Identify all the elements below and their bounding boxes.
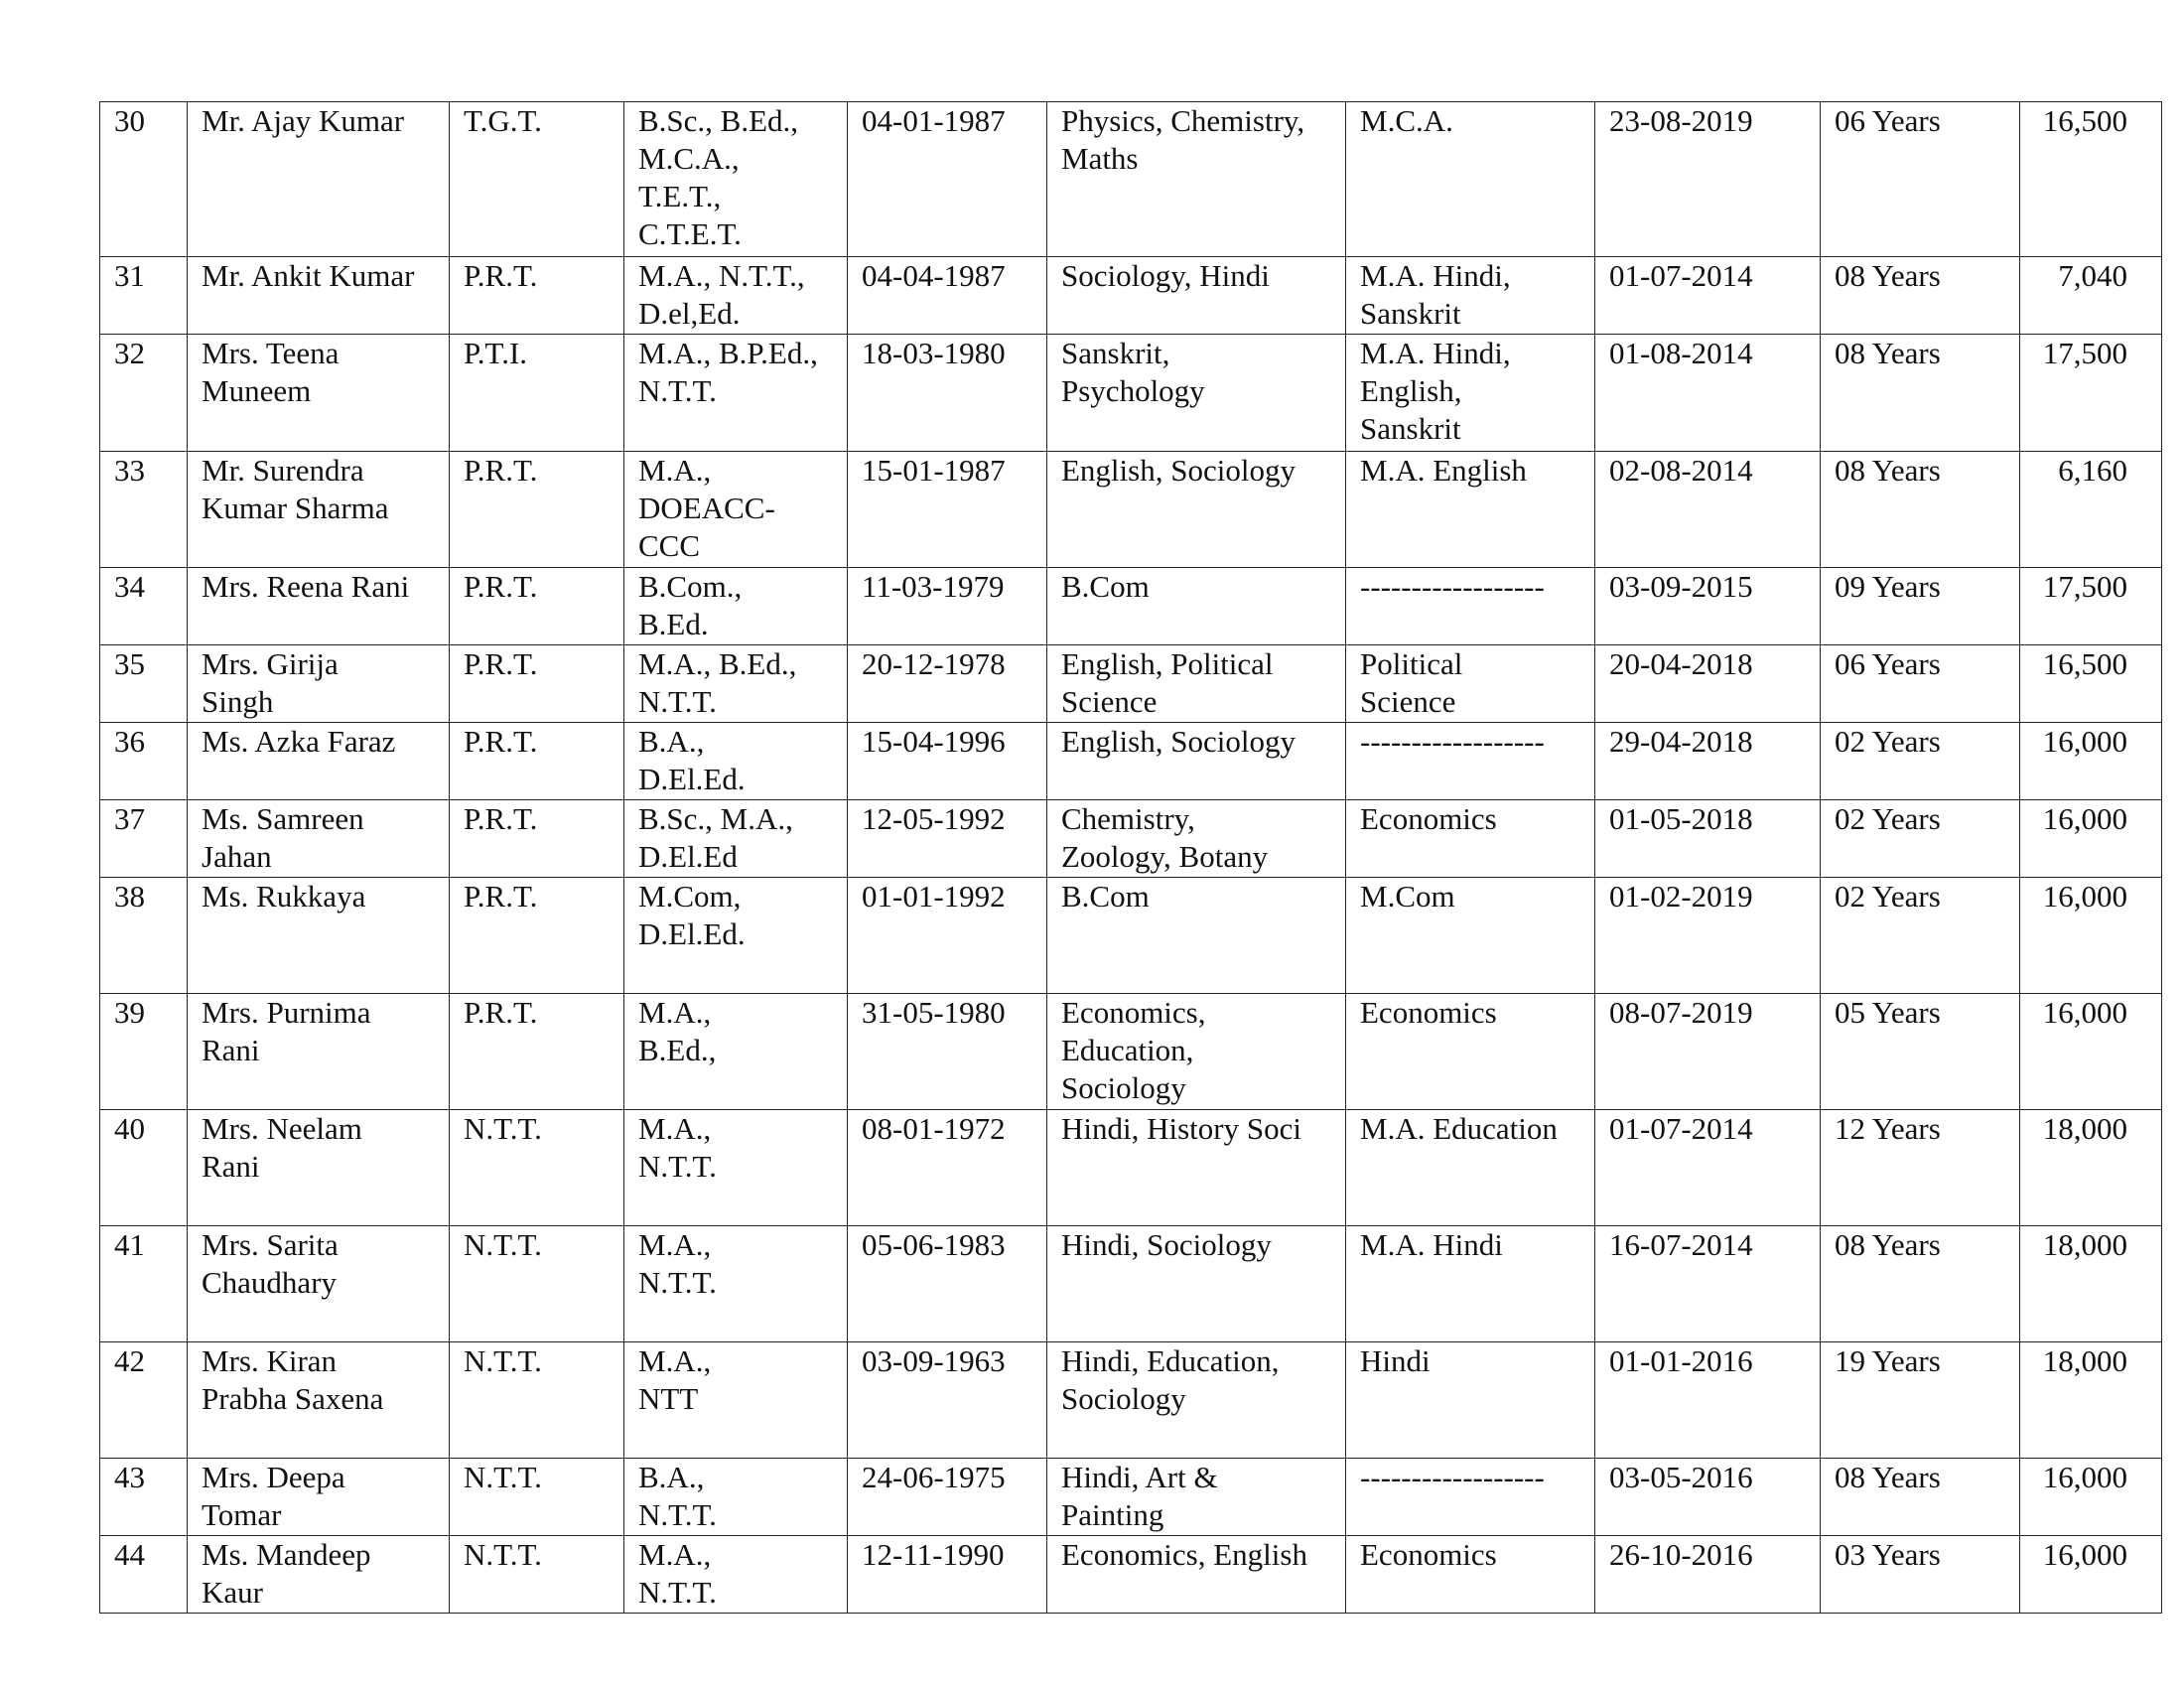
salary-cell: 16,000 bbox=[2020, 800, 2162, 878]
serial-number-cell: 34 bbox=[100, 568, 188, 645]
specialization-cell: Political Science bbox=[1346, 645, 1595, 723]
date-of-birth-cell: 18-03-1980 bbox=[848, 335, 1047, 452]
salary-cell: 18,000 bbox=[2020, 1110, 2162, 1226]
post-cell: N.T.T. bbox=[450, 1459, 624, 1536]
subjects-cell: Hindi, Art & Painting bbox=[1047, 1459, 1346, 1536]
post-cell: P.T.I. bbox=[450, 335, 624, 452]
teacher-name-cell: Mrs. Reena Rani bbox=[188, 568, 450, 645]
table-row bbox=[100, 102, 2162, 257]
salary-cell: 16,500 bbox=[2020, 645, 2162, 723]
date-of-joining-cell: 23-08-2019 bbox=[1595, 102, 1821, 257]
teacher-name-cell: Mrs. Purnima Rani bbox=[188, 994, 450, 1110]
specialization-cell: M.A. Hindi, Sanskrit bbox=[1346, 257, 1595, 335]
table-row bbox=[100, 568, 2162, 645]
teacher-name-cell: Mrs. Girija Singh bbox=[188, 645, 450, 723]
salary-cell: 7,040 bbox=[2020, 257, 2162, 335]
table-row bbox=[100, 878, 2162, 994]
staff-table bbox=[99, 101, 2162, 1614]
salary-cell: 17,500 bbox=[2020, 335, 2162, 452]
date-of-joining-cell: 01-05-2018 bbox=[1595, 800, 1821, 878]
table-row bbox=[100, 1536, 2162, 1614]
post-cell: N.T.T. bbox=[450, 1226, 624, 1342]
experience-cell: 06 Years bbox=[1821, 102, 2020, 257]
qualification-cell: M.A., N.T.T., D.el,Ed. bbox=[624, 257, 848, 335]
specialization-cell: M.A. English bbox=[1346, 452, 1595, 568]
post-cell: N.T.T. bbox=[450, 1536, 624, 1614]
post-cell: P.R.T. bbox=[450, 452, 624, 568]
salary-cell: 16,000 bbox=[2020, 994, 2162, 1110]
serial-number-cell: 36 bbox=[100, 723, 188, 800]
post-cell: P.R.T. bbox=[450, 257, 624, 335]
serial-number-cell: 41 bbox=[100, 1226, 188, 1342]
date-of-joining-cell: 01-01-2016 bbox=[1595, 1342, 1821, 1459]
post-cell: N.T.T. bbox=[450, 1342, 624, 1459]
table-row bbox=[100, 1110, 2162, 1226]
date-of-joining-cell: 01-07-2014 bbox=[1595, 257, 1821, 335]
serial-number-cell: 35 bbox=[100, 645, 188, 723]
date-of-joining-cell: 20-04-2018 bbox=[1595, 645, 1821, 723]
subjects-cell: Sociology, Hindi bbox=[1047, 257, 1346, 335]
post-cell: P.R.T. bbox=[450, 994, 624, 1110]
date-of-birth-cell: 04-04-1987 bbox=[848, 257, 1047, 335]
specialization-cell: Economics bbox=[1346, 800, 1595, 878]
serial-number-cell: 37 bbox=[100, 800, 188, 878]
subjects-cell: Economics, Education, Sociology bbox=[1047, 994, 1346, 1110]
teacher-name-cell: Mrs. Neelam Rani bbox=[188, 1110, 450, 1226]
subjects-cell: Economics, English bbox=[1047, 1536, 1346, 1614]
serial-number-cell: 42 bbox=[100, 1342, 188, 1459]
table-row bbox=[100, 1342, 2162, 1459]
qualification-cell: B.A., D.El.Ed. bbox=[624, 723, 848, 800]
subjects-cell: B.Com bbox=[1047, 878, 1346, 994]
subjects-cell: Hindi, History Soci bbox=[1047, 1110, 1346, 1226]
salary-cell: 16,000 bbox=[2020, 1459, 2162, 1536]
date-of-birth-cell: 03-09-1963 bbox=[848, 1342, 1047, 1459]
qualification-cell: M.A., B.Ed., bbox=[624, 994, 848, 1110]
specialization-cell: ------------------ bbox=[1346, 568, 1595, 645]
date-of-joining-cell: 01-02-2019 bbox=[1595, 878, 1821, 994]
table-row bbox=[100, 257, 2162, 335]
table-row bbox=[100, 800, 2162, 878]
teacher-name-cell: Mrs. Kiran Prabha Saxena bbox=[188, 1342, 450, 1459]
salary-cell: 16,000 bbox=[2020, 1536, 2162, 1614]
subjects-cell: Sanskrit, Psychology bbox=[1047, 335, 1346, 452]
qualification-cell: B.Sc., M.A., D.El.Ed bbox=[624, 800, 848, 878]
date-of-birth-cell: 12-11-1990 bbox=[848, 1536, 1047, 1614]
qualification-cell: M.A., B.Ed., N.T.T. bbox=[624, 645, 848, 723]
date-of-joining-cell: 26-10-2016 bbox=[1595, 1536, 1821, 1614]
post-cell: T.G.T. bbox=[450, 102, 624, 257]
salary-cell: 17,500 bbox=[2020, 568, 2162, 645]
table-row bbox=[100, 723, 2162, 800]
salary-cell: 16,500 bbox=[2020, 102, 2162, 257]
teacher-name-cell: Ms. Samreen Jahan bbox=[188, 800, 450, 878]
experience-cell: 08 Years bbox=[1821, 1226, 2020, 1342]
teacher-name-cell: Mrs. Sarita Chaudhary bbox=[188, 1226, 450, 1342]
qualification-cell: M.A., B.P.Ed., N.T.T. bbox=[624, 335, 848, 452]
table-row bbox=[100, 645, 2162, 723]
date-of-birth-cell: 24-06-1975 bbox=[848, 1459, 1047, 1536]
date-of-joining-cell: 16-07-2014 bbox=[1595, 1226, 1821, 1342]
subjects-cell: Chemistry, Zoology, Botany bbox=[1047, 800, 1346, 878]
qualification-cell: M.A., N.T.T. bbox=[624, 1110, 848, 1226]
date-of-birth-cell: 05-06-1983 bbox=[848, 1226, 1047, 1342]
experience-cell: 08 Years bbox=[1821, 335, 2020, 452]
serial-number-cell: 38 bbox=[100, 878, 188, 994]
salary-cell: 6,160 bbox=[2020, 452, 2162, 568]
qualification-cell: B.A., N.T.T. bbox=[624, 1459, 848, 1536]
qualification-cell: M.A., N.T.T. bbox=[624, 1226, 848, 1342]
experience-cell: 03 Years bbox=[1821, 1536, 2020, 1614]
qualification-cell: M.A., NTT bbox=[624, 1342, 848, 1459]
teacher-name-cell: Mr. Ajay Kumar bbox=[188, 102, 450, 257]
teacher-name-cell: Ms. Rukkaya bbox=[188, 878, 450, 994]
post-cell: P.R.T. bbox=[450, 568, 624, 645]
experience-cell: 08 Years bbox=[1821, 257, 2020, 335]
specialization-cell: M.A. Hindi, English, Sanskrit bbox=[1346, 335, 1595, 452]
salary-cell: 16,000 bbox=[2020, 878, 2162, 994]
date-of-birth-cell: 31-05-1980 bbox=[848, 994, 1047, 1110]
teacher-name-cell: Mrs. Teena Muneem bbox=[188, 335, 450, 452]
date-of-birth-cell: 08-01-1972 bbox=[848, 1110, 1047, 1226]
serial-number-cell: 43 bbox=[100, 1459, 188, 1536]
staff-table-body bbox=[100, 102, 2162, 1614]
table-row bbox=[100, 1226, 2162, 1342]
table-row bbox=[100, 994, 2162, 1110]
date-of-birth-cell: 20-12-1978 bbox=[848, 645, 1047, 723]
specialization-cell: Hindi bbox=[1346, 1342, 1595, 1459]
serial-number-cell: 31 bbox=[100, 257, 188, 335]
date-of-joining-cell: 03-09-2015 bbox=[1595, 568, 1821, 645]
teacher-name-cell: Mr. Ankit Kumar bbox=[188, 257, 450, 335]
experience-cell: 08 Years bbox=[1821, 1459, 2020, 1536]
serial-number-cell: 44 bbox=[100, 1536, 188, 1614]
post-cell: P.R.T. bbox=[450, 878, 624, 994]
post-cell: P.R.T. bbox=[450, 800, 624, 878]
teacher-name-cell: Ms. Mandeep Kaur bbox=[188, 1536, 450, 1614]
serial-number-cell: 33 bbox=[100, 452, 188, 568]
specialization-cell: Economics bbox=[1346, 1536, 1595, 1614]
subjects-cell: English, Sociology bbox=[1047, 723, 1346, 800]
experience-cell: 02 Years bbox=[1821, 723, 2020, 800]
date-of-joining-cell: 01-07-2014 bbox=[1595, 1110, 1821, 1226]
serial-number-cell: 40 bbox=[100, 1110, 188, 1226]
post-cell: P.R.T. bbox=[450, 723, 624, 800]
experience-cell: 09 Years bbox=[1821, 568, 2020, 645]
specialization-cell: M.Com bbox=[1346, 878, 1595, 994]
date-of-birth-cell: 04-01-1987 bbox=[848, 102, 1047, 257]
experience-cell: 06 Years bbox=[1821, 645, 2020, 723]
salary-cell: 18,000 bbox=[2020, 1226, 2162, 1342]
date-of-joining-cell: 01-08-2014 bbox=[1595, 335, 1821, 452]
specialization-cell: M.C.A. bbox=[1346, 102, 1595, 257]
experience-cell: 19 Years bbox=[1821, 1342, 2020, 1459]
salary-cell: 16,000 bbox=[2020, 723, 2162, 800]
date-of-birth-cell: 15-01-1987 bbox=[848, 452, 1047, 568]
experience-cell: 02 Years bbox=[1821, 800, 2020, 878]
date-of-joining-cell: 02-08-2014 bbox=[1595, 452, 1821, 568]
specialization-cell: M.A. Hindi bbox=[1346, 1226, 1595, 1342]
teacher-name-cell: Mrs. Deepa Tomar bbox=[188, 1459, 450, 1536]
salary-cell: 18,000 bbox=[2020, 1342, 2162, 1459]
qualification-cell: M.Com, D.El.Ed. bbox=[624, 878, 848, 994]
qualification-cell: B.Sc., B.Ed., M.C.A., T.E.T., C.T.E.T. bbox=[624, 102, 848, 257]
subjects-cell: B.Com bbox=[1047, 568, 1346, 645]
date-of-joining-cell: 08-07-2019 bbox=[1595, 994, 1821, 1110]
qualification-cell: M.A., N.T.T. bbox=[624, 1536, 848, 1614]
subjects-cell: Physics, Chemistry, Maths bbox=[1047, 102, 1346, 257]
subjects-cell: English, Sociology bbox=[1047, 452, 1346, 568]
serial-number-cell: 32 bbox=[100, 335, 188, 452]
date-of-joining-cell: 29-04-2018 bbox=[1595, 723, 1821, 800]
post-cell: P.R.T. bbox=[450, 645, 624, 723]
teacher-name-cell: Ms. Azka Faraz bbox=[188, 723, 450, 800]
subjects-cell: English, Political Science bbox=[1047, 645, 1346, 723]
table-row bbox=[100, 1459, 2162, 1536]
post-cell: N.T.T. bbox=[450, 1110, 624, 1226]
specialization-cell: ------------------ bbox=[1346, 723, 1595, 800]
serial-number-cell: 30 bbox=[100, 102, 188, 257]
experience-cell: 12 Years bbox=[1821, 1110, 2020, 1226]
subjects-cell: Hindi, Education, Sociology bbox=[1047, 1342, 1346, 1459]
experience-cell: 05 Years bbox=[1821, 994, 2020, 1110]
teacher-name-cell: Mr. Surendra Kumar Sharma bbox=[188, 452, 450, 568]
table-row bbox=[100, 335, 2162, 452]
qualification-cell: M.A., DOEACC- CCC bbox=[624, 452, 848, 568]
qualification-cell: B.Com., B.Ed. bbox=[624, 568, 848, 645]
date-of-birth-cell: 11-03-1979 bbox=[848, 568, 1047, 645]
date-of-birth-cell: 01-01-1992 bbox=[848, 878, 1047, 994]
date-of-birth-cell: 15-04-1996 bbox=[848, 723, 1047, 800]
serial-number-cell: 39 bbox=[100, 994, 188, 1110]
date-of-birth-cell: 12-05-1992 bbox=[848, 800, 1047, 878]
table-row bbox=[100, 452, 2162, 568]
experience-cell: 02 Years bbox=[1821, 878, 2020, 994]
date-of-joining-cell: 03-05-2016 bbox=[1595, 1459, 1821, 1536]
specialization-cell: ------------------ bbox=[1346, 1459, 1595, 1536]
subjects-cell: Hindi, Sociology bbox=[1047, 1226, 1346, 1342]
specialization-cell: Economics bbox=[1346, 994, 1595, 1110]
experience-cell: 08 Years bbox=[1821, 452, 2020, 568]
specialization-cell: M.A. Education bbox=[1346, 1110, 1595, 1226]
